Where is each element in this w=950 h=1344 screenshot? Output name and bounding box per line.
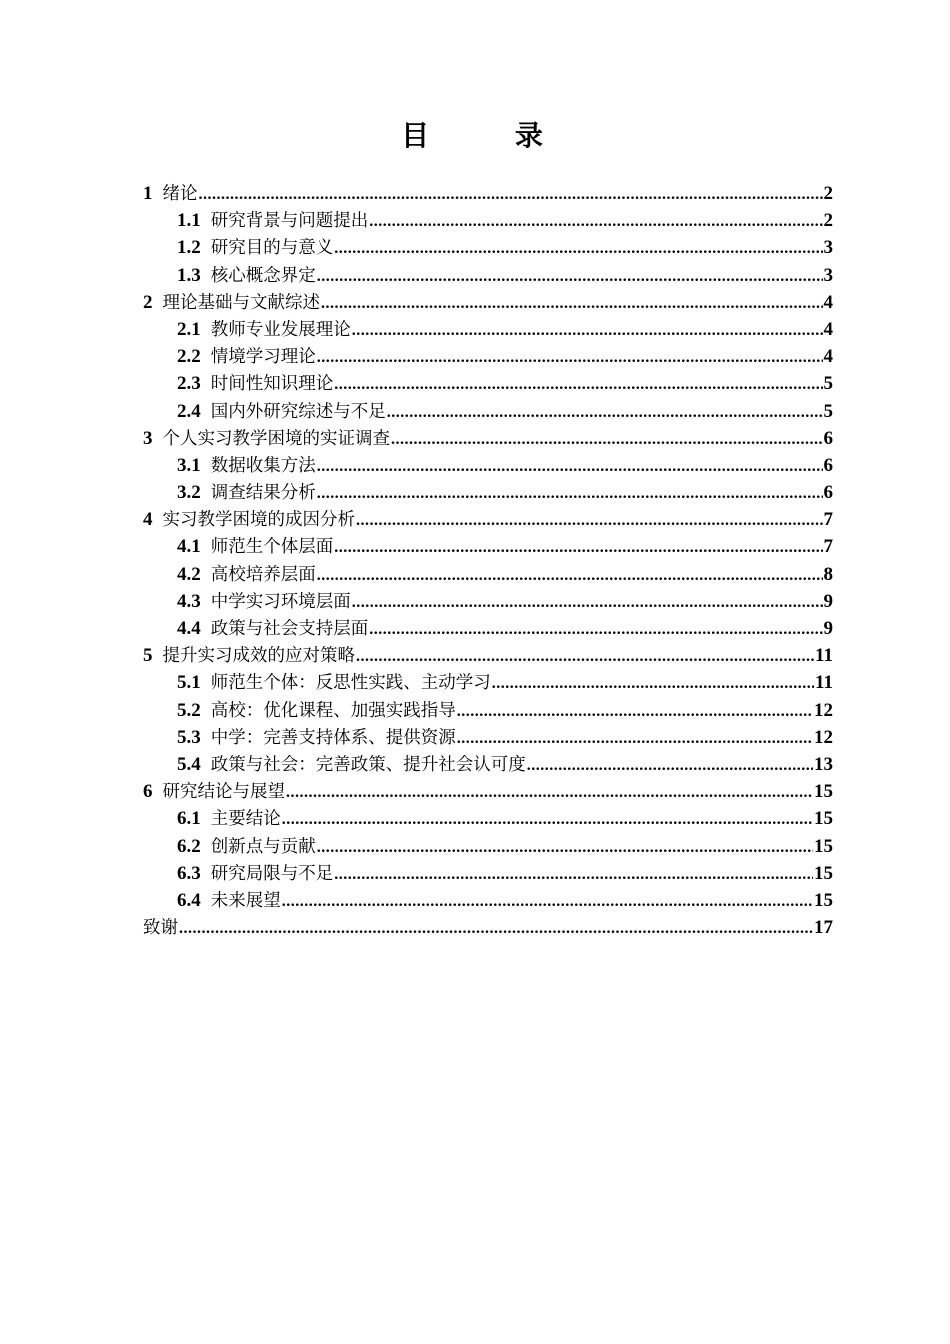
toc-dot-leader	[334, 235, 822, 262]
toc-entry-page-number: 15	[814, 781, 833, 803]
toc-dot-leader	[317, 263, 823, 290]
toc-entry-number: 3.2	[177, 482, 201, 504]
toc-entry-page-number: 7	[823, 536, 833, 558]
toc-dot-leader	[391, 426, 823, 453]
toc-dot-leader	[317, 453, 823, 480]
toc-entry[interactable]	[143, 343, 833, 370]
toc-dot-leader	[282, 806, 813, 833]
toc-entry-page-number: 15	[814, 889, 833, 911]
toc-entry[interactable]	[143, 262, 833, 289]
toc-entry-number: 3	[143, 427, 153, 449]
toc-entry[interactable]	[143, 207, 833, 234]
toc-entry[interactable]	[143, 860, 833, 887]
toc-entry-title: 创新点与贡献	[210, 836, 316, 857]
toc-entry-title: 研究背景与问题提出	[210, 211, 369, 232]
toc-entry-number: 6	[143, 781, 153, 803]
toc-dot-leader	[369, 616, 822, 643]
toc-entry-number: 1.1	[177, 210, 201, 232]
toc-entry[interactable]	[143, 398, 833, 425]
toc-entry-page-number: 5	[823, 400, 833, 422]
toc-dot-leader	[321, 290, 823, 317]
toc-entry-number: 2	[143, 291, 153, 313]
toc-entry[interactable]	[143, 887, 833, 914]
toc-entry-title: 政策与社会支持层面	[210, 619, 369, 639]
toc-entry[interactable]	[143, 289, 833, 316]
toc-dot-leader	[356, 643, 814, 670]
toc-entry-title: 研究结论与展望	[162, 782, 285, 803]
toc-entry-title: 师范生个体：反思性实践、主动学习	[210, 673, 491, 694]
toc-dot-leader	[527, 752, 813, 779]
toc-entry-page-number: 3	[823, 264, 833, 286]
toc-entry-page-number: 12	[814, 699, 833, 721]
toc-entry[interactable]	[143, 697, 833, 724]
toc-entry-title: 数据收集方法	[210, 455, 316, 476]
toc-entry-title: 研究目的与意义	[210, 238, 334, 259]
toc-entry-page-number: 6	[823, 427, 833, 449]
toc-entry-page-number: 15	[814, 862, 833, 884]
toc-entry-number: 5.2	[177, 699, 201, 721]
toc-dot-leader	[199, 181, 823, 208]
toc-entry-page-number: 9	[823, 618, 833, 639]
toc-dot-leader	[334, 861, 813, 888]
toc-entry-page-number: 8	[823, 563, 833, 585]
toc-entry-title: 个人实习教学困境的实证调查	[162, 428, 390, 449]
toc-dot-leader	[492, 670, 814, 697]
toc-dot-leader	[179, 915, 813, 942]
toc-entry-page-number: 7	[823, 509, 833, 531]
toc-dot-leader	[352, 589, 823, 616]
toc-entry-number: 6.2	[177, 835, 201, 857]
toc-entry[interactable]	[143, 180, 833, 207]
toc-entry-title: 师范生个体层面	[210, 537, 334, 558]
toc-entry-number: 4.3	[177, 590, 201, 612]
toc-dot-leader	[317, 344, 823, 371]
toc-entry-title: 高校：优化课程、加强实践指导	[210, 700, 456, 721]
toc-dot-leader	[286, 779, 813, 806]
toc-entry-title: 中学：完善支持体系、提供资源	[210, 727, 456, 748]
toc-dot-leader	[334, 534, 822, 561]
toc-entry-title: 政策与社会：完善政策、提升社会认可度	[210, 754, 526, 775]
toc-dot-leader	[369, 208, 822, 235]
toc-title: 目 录	[401, 119, 581, 152]
toc-entry[interactable]	[143, 234, 833, 261]
toc-entry-number: 2.4	[177, 400, 201, 422]
toc-entry[interactable]	[143, 479, 833, 506]
toc-dot-leader	[282, 888, 813, 915]
toc-entry-title: 绪论	[162, 184, 198, 204]
toc-entry[interactable]	[143, 778, 833, 805]
toc-entry-page-number: 12	[814, 726, 833, 748]
toc-entry[interactable]	[143, 316, 833, 343]
toc-dot-leader	[334, 371, 822, 398]
toc-entry-title: 教师专业发展理论	[210, 319, 351, 340]
toc-entry-title: 核心概念界定	[210, 265, 316, 286]
toc-dot-leader	[317, 562, 823, 589]
toc-entry[interactable]	[143, 751, 833, 778]
toc-entry-title: 情境学习理论	[210, 347, 316, 368]
toc-entry-number: 6.4	[177, 889, 201, 911]
toc-entry-number: 1	[143, 183, 153, 204]
toc-entry[interactable]	[143, 642, 833, 669]
toc-dot-leader	[387, 399, 823, 426]
toc-entry-number: 3.1	[177, 454, 201, 476]
toc-entry-page-number: 3	[823, 237, 833, 259]
toc-entry-page-number: 4	[823, 346, 833, 368]
toc-entry-page-number: 4	[823, 318, 833, 340]
toc-entry-number: 4	[143, 509, 153, 531]
toc-entry-title: 中学实习环境层面	[210, 591, 351, 612]
toc-entry-page-number: 2	[823, 183, 833, 204]
toc-dot-leader	[457, 698, 813, 725]
toc-entry-number: 2.2	[177, 346, 201, 368]
toc-entry[interactable]	[143, 452, 833, 479]
toc-entry-page-number: 15	[814, 808, 833, 830]
toc-entry-number: 4.2	[177, 563, 201, 585]
toc-dot-leader	[356, 507, 823, 534]
toc-entry-number: 1.2	[177, 237, 201, 259]
toc-dot-leader	[457, 725, 813, 752]
toc-entry-title: 研究局限与不足	[210, 863, 334, 884]
toc-entry-page-number: 9	[823, 590, 833, 612]
toc-dot-leader	[352, 317, 823, 344]
toc-entry-number: 4.1	[177, 536, 201, 558]
toc-entry[interactable]	[143, 669, 833, 696]
toc-entry[interactable]	[143, 724, 833, 751]
toc-entry[interactable]	[143, 615, 833, 642]
toc-entry-number: 5.4	[177, 753, 201, 775]
toc-entry-page-number: 6	[823, 482, 833, 504]
toc-entry-title: 理论基础与文献综述	[162, 292, 320, 313]
toc-entry-title: 高校培养层面	[210, 564, 316, 585]
toc-entry-number: 5.3	[177, 726, 201, 748]
toc-entry-number: 2.1	[177, 318, 201, 340]
toc-entry-page-number: 6	[823, 454, 833, 476]
toc-entry-page-number: 15	[814, 835, 833, 857]
toc-entry-number: 2.3	[177, 373, 201, 395]
toc-entry[interactable]	[143, 914, 833, 941]
toc-entry-title: 调查结果分析	[210, 483, 316, 504]
toc-entry[interactable]	[143, 506, 833, 533]
toc-entry-title: 主要结论	[210, 809, 281, 830]
toc-entry-number: 6.1	[177, 808, 201, 830]
toc-entry[interactable]	[143, 805, 833, 832]
toc-list	[143, 180, 833, 941]
toc-entry-page-number: 4	[823, 291, 833, 313]
toc-entry-title: 致谢	[143, 918, 178, 939]
toc-entry-number: 5	[143, 645, 153, 667]
toc-entry-page-number: 17	[814, 917, 833, 939]
toc-dot-leader	[317, 834, 813, 861]
toc-entry-page-number: 13	[814, 753, 833, 775]
toc-dot-leader	[317, 480, 823, 507]
toc-entry-page-number: 2	[823, 210, 833, 232]
toc-entry-number: 5.1	[177, 672, 201, 694]
toc-entry-number: 6.3	[177, 862, 201, 884]
toc-entry-page-number: 11	[815, 672, 833, 694]
toc-entry-title: 时间性知识理论	[210, 374, 334, 395]
toc-entry[interactable]	[143, 561, 833, 588]
toc-entry[interactable]	[143, 588, 833, 615]
toc-entry[interactable]	[143, 425, 833, 452]
toc-entry-title: 未来展望	[210, 890, 281, 911]
toc-entry[interactable]	[143, 533, 833, 560]
toc-entry-title: 提升实习成效的应对策略	[162, 646, 355, 667]
toc-entry-page-number: 5	[823, 373, 833, 395]
toc-entry[interactable]	[143, 833, 833, 860]
toc-entry[interactable]	[143, 370, 833, 397]
toc-entry-number: 1.3	[177, 264, 201, 286]
toc-entry-title: 国内外研究综述与不足	[210, 401, 386, 422]
toc-entry-title: 实习教学困境的成因分析	[162, 510, 355, 531]
toc-entry-page-number: 11	[815, 645, 833, 667]
toc-entry-number: 4.4	[177, 618, 201, 639]
